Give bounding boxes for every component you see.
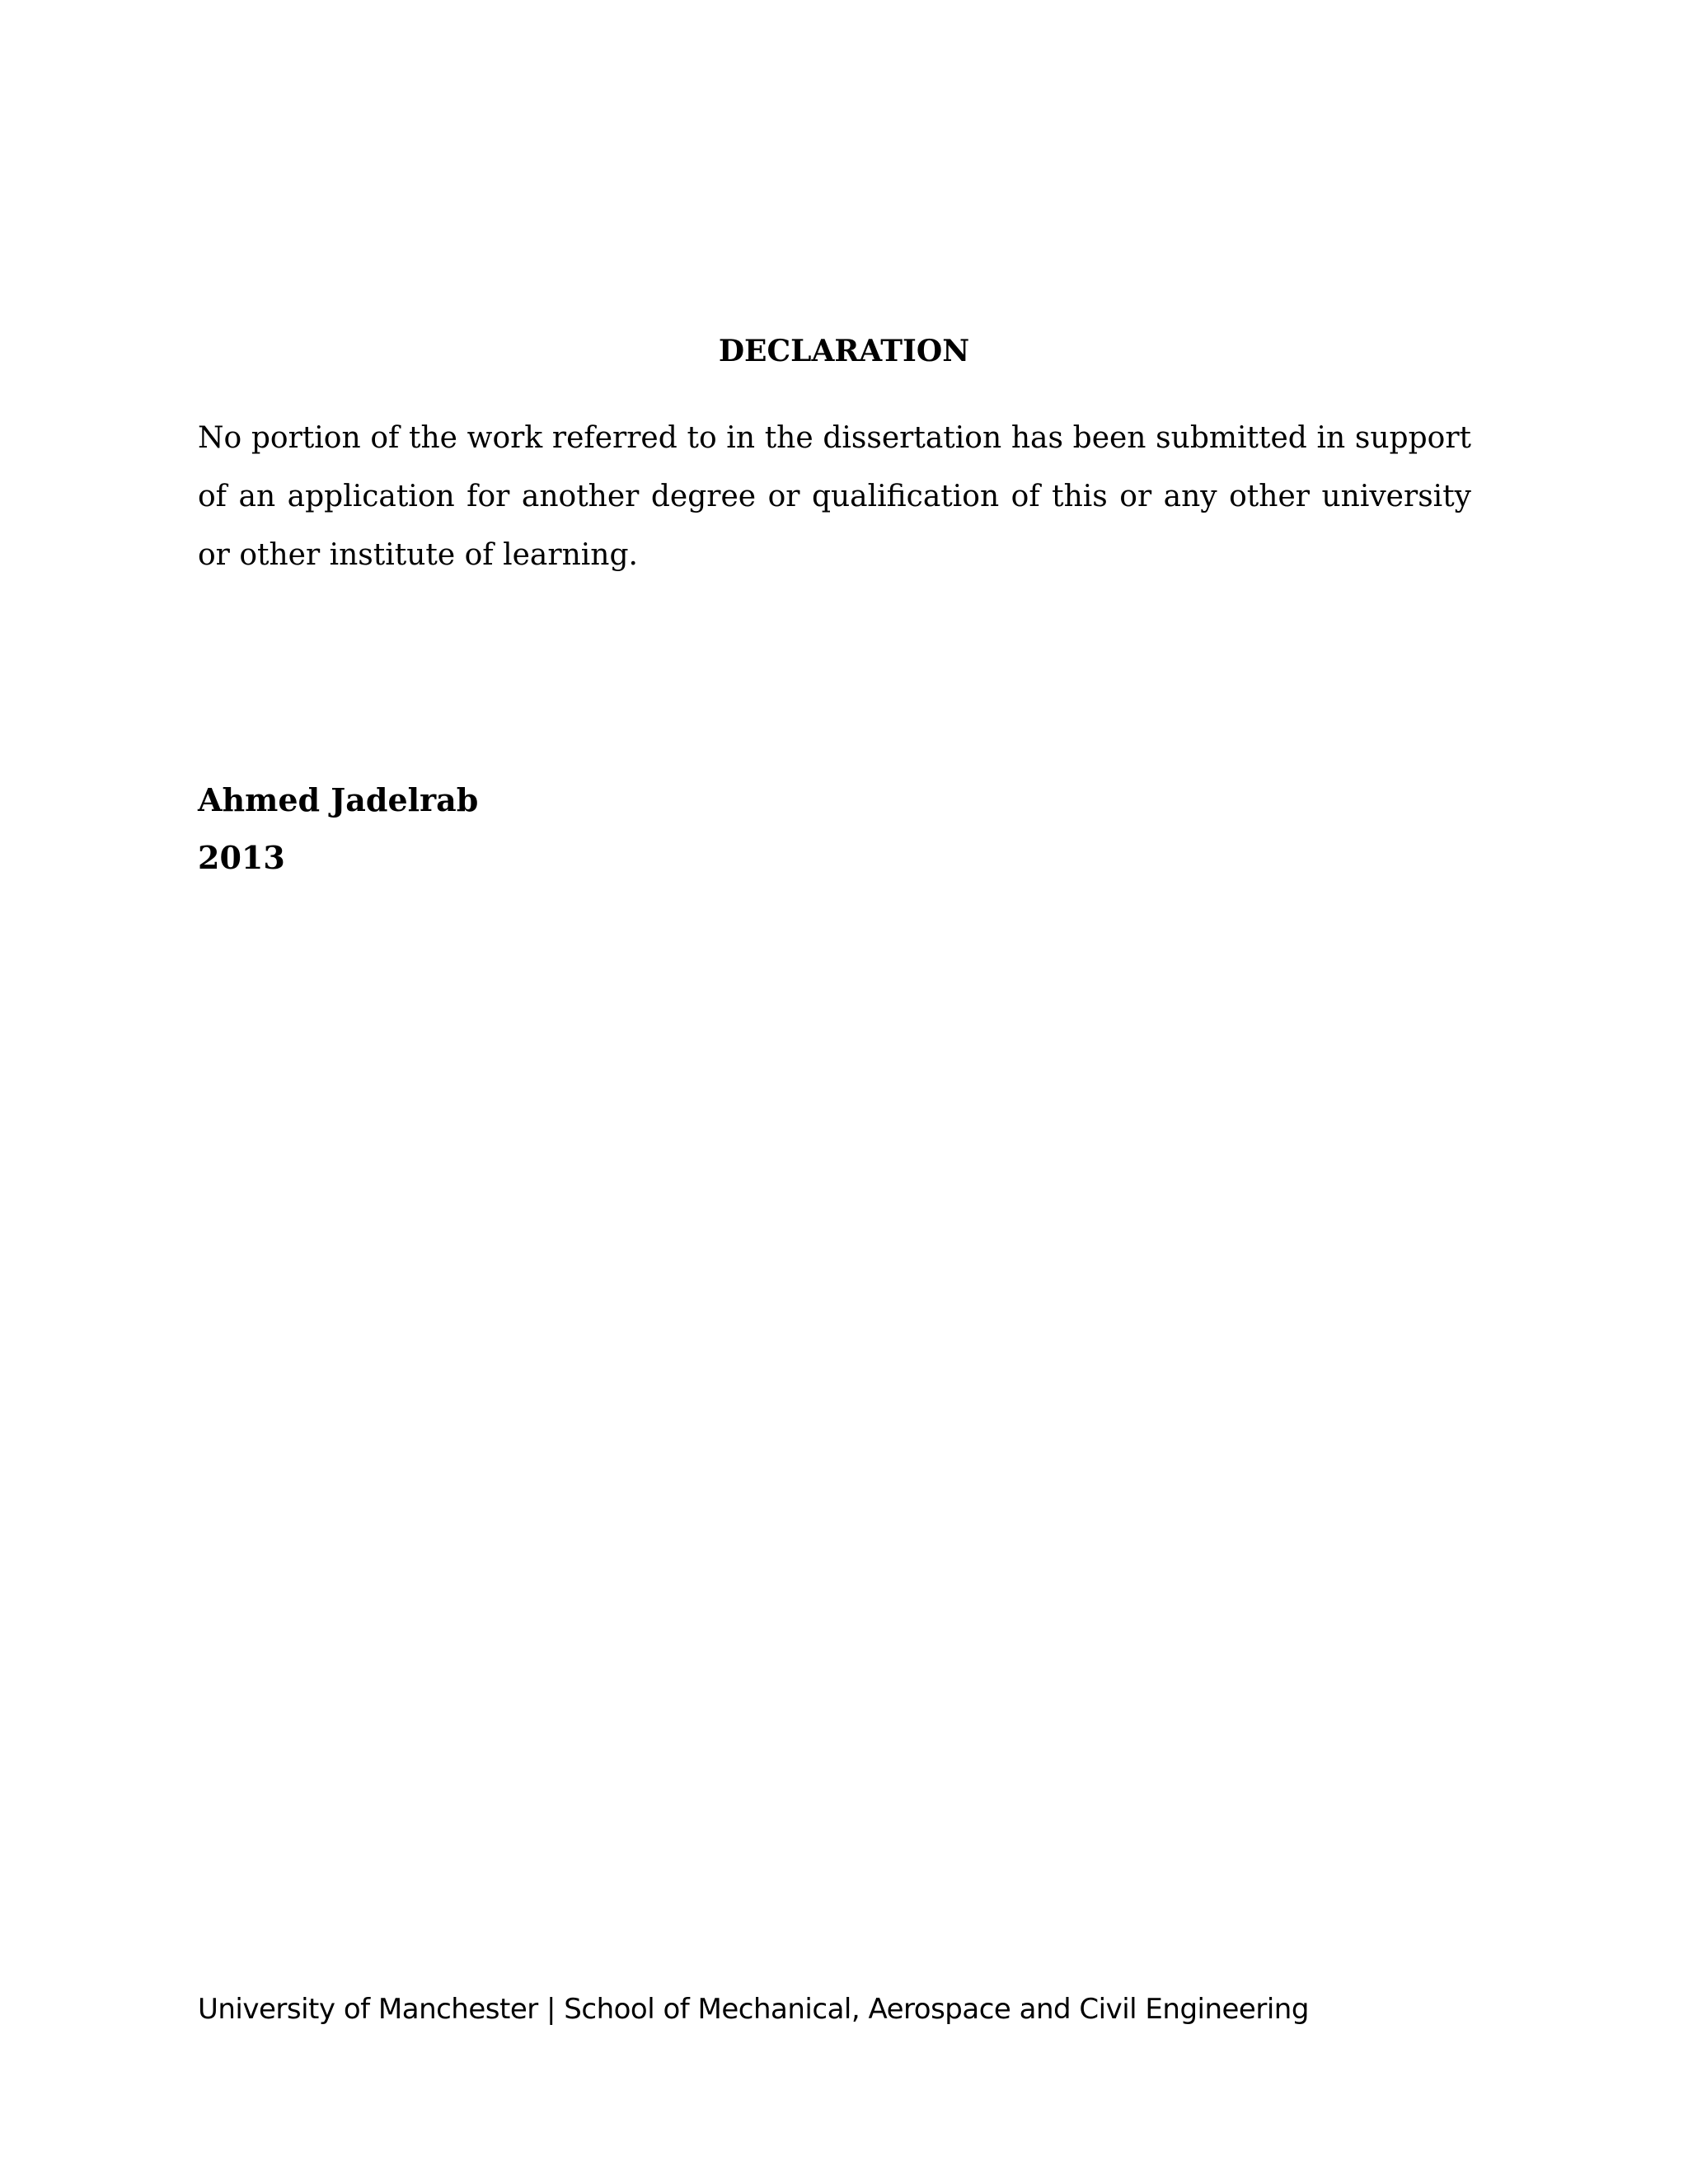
declaration-text: No portion of the work referred to in the dissertation has been submitted in support of an application for another degree or qualification of this or any other university or other institute of learning.	[198, 421, 1471, 572]
page-title: DECLARATION	[718, 334, 970, 368]
page-footer: University of Manchester | School of Mechanical, Aerospace and Civil Engineering	[198, 1993, 1309, 2026]
author-name: Ahmed Jadelrab	[198, 781, 479, 818]
declaration-year: 2013	[198, 839, 285, 876]
